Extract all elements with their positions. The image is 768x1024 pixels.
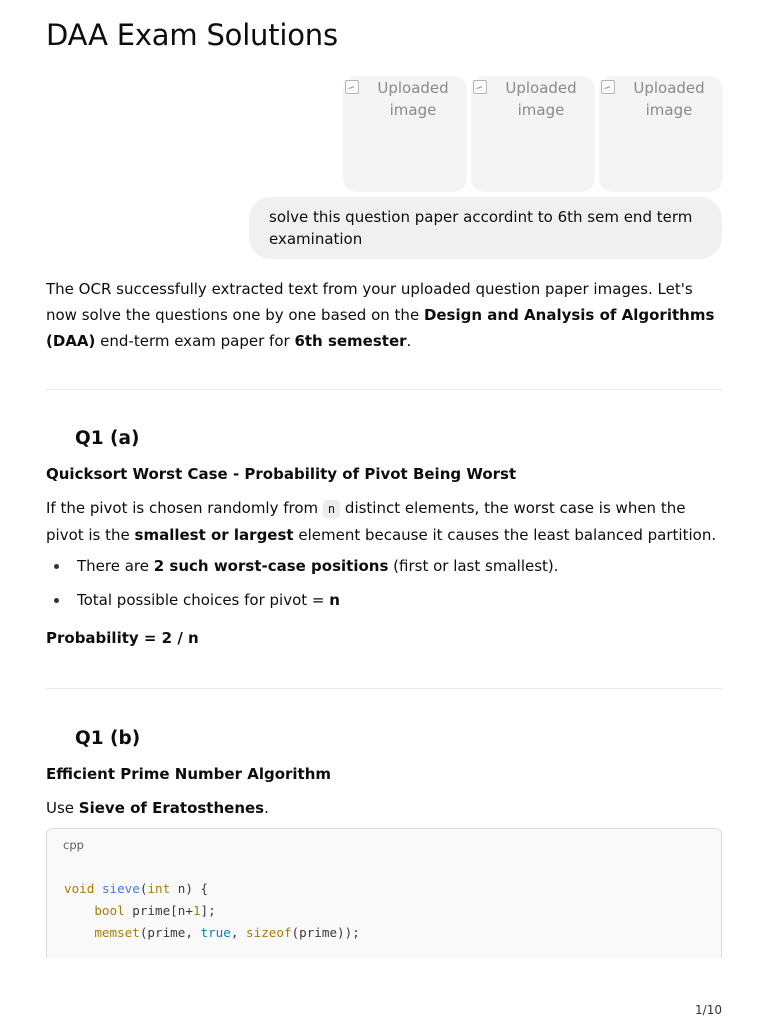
intro-text: The OCR successfully extracted text from your uploaded question paper images. Let's now solve the questions one by one based on the bbox=[46, 280, 693, 324]
code-block[interactable] bbox=[46, 828, 722, 958]
intro-bold-semester: 6th semester bbox=[294, 332, 407, 350]
code-language-label: cpp bbox=[63, 838, 84, 852]
q1a-bold: smallest or largest bbox=[134, 526, 294, 544]
subheading-prime: Efficient Prime Number Algorithm bbox=[46, 765, 332, 783]
page-indicator: 1/10 bbox=[695, 1003, 722, 1017]
divider bbox=[46, 389, 722, 390]
page-title: DAA Exam Solutions bbox=[46, 18, 338, 52]
user-message-bubble: solve this question paper accordint to 6th sem end term examination bbox=[249, 197, 722, 259]
q1b-bold: Sieve of Eratosthenes bbox=[78, 799, 265, 817]
q1a-text: If the pivot is chosen randomly from bbox=[46, 499, 323, 517]
code-line: bool prime[n+1]; bbox=[94, 903, 216, 918]
bullet-text: There are bbox=[77, 557, 154, 575]
inline-code: n bbox=[323, 500, 340, 518]
image-alt-text: Uploaded image bbox=[633, 79, 705, 119]
intro-text: . bbox=[406, 332, 412, 350]
bullet-bold: 2 such worst-case positions bbox=[153, 557, 389, 575]
uploaded-image-thumbnail[interactable] bbox=[471, 76, 595, 192]
bullet-text: (first or last smallest). bbox=[388, 557, 559, 575]
probability-result: Probability = 2 / n bbox=[46, 629, 199, 647]
code-line: void sieve(int n) { bbox=[64, 881, 209, 896]
q1b-text: . bbox=[264, 799, 269, 817]
intro-bold-subject: Design and Analysis of Algorithms (DAA) bbox=[46, 306, 715, 350]
uploaded-images bbox=[343, 76, 723, 192]
subheading-quicksort: Quicksort Worst Case - Probability of Pivot Being Worst bbox=[46, 465, 517, 483]
broken-image-icon bbox=[473, 80, 487, 94]
bullet-dot bbox=[54, 598, 59, 603]
q1b-paragraph bbox=[46, 795, 269, 821]
q1b-text: Use bbox=[46, 799, 79, 817]
uploaded-image-thumbnail[interactable] bbox=[599, 76, 723, 192]
divider bbox=[46, 688, 722, 689]
broken-image-icon bbox=[345, 80, 359, 94]
image-alt-text: Uploaded image bbox=[505, 79, 577, 119]
code-line: memset(prime, true, sizeof(prime)); bbox=[94, 925, 360, 940]
image-alt-text: Uploaded image bbox=[377, 79, 449, 119]
section-heading-q1a: Q1 (a) bbox=[75, 428, 140, 449]
bullet-bold: n bbox=[329, 591, 340, 609]
bullet-dot bbox=[54, 564, 59, 569]
q1a-text: element because it causes the least balanced partition. bbox=[293, 526, 717, 544]
q1a-text: distinct elements, the worst case is when the pivot is the bbox=[46, 499, 686, 544]
intro-paragraph bbox=[46, 276, 726, 354]
q1a-paragraph bbox=[46, 495, 726, 548]
bullet-text: Total possible choices for pivot = bbox=[77, 591, 330, 609]
code-content[interactable] bbox=[64, 878, 360, 944]
broken-image-icon bbox=[601, 80, 615, 94]
uploaded-image-thumbnail[interactable] bbox=[343, 76, 467, 192]
intro-text: end-term exam paper for bbox=[95, 332, 295, 350]
section-heading-q1b: Q1 (b) bbox=[75, 728, 141, 749]
